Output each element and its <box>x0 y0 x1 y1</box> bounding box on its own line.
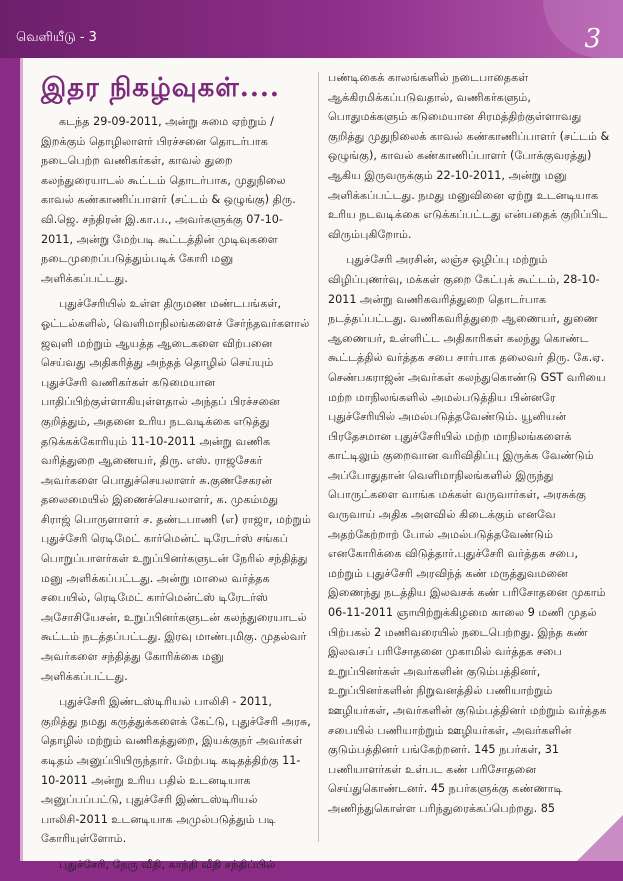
page-body <box>20 58 623 871</box>
page-header <box>0 0 623 58</box>
left-column <box>41 68 311 881</box>
right-column <box>328 68 613 825</box>
page-fold <box>577 815 623 861</box>
paragraph: புதுச்சேரி, நேரு வீதி, காந்தி வீதி சந்திப்பில் <box>59 857 276 871</box>
paragraph: கடந்த 29-09-2011, அன்று சுமை ஏற்றும் / இறக்கும் தொழிலாளர் பிரச்சனை தொடர்பாக நடைபெற்ற வணிகர்கள், காவல் துறை கலந்துரையாடல் கூட்டம் தொடர்பாக, முதுநிலை காவல் கண்காணிப்பாளர் (சட்டம் & ஒழுங்கு) திரு. வி.ஜெ. சந்திரன் இ.கா.ப., அவர்களுக்கு 07-10-2011, அன்று மேற்படி கூட்டத்தின் முடிவுகளை நடைமுறைப்படுத்தும்படிக் கோரி மனு அளிக்கப்பட்டது. <box>41 115 296 285</box>
paragraph: புதுச்சேரி அரசின், லஞ்ச ஒழிப்பு மற்றும் விழிப்புணர்வு, மக்கள் குறை கேட்புக் கூட்டம், 28-10-2011 அன்று வணிகவரித்துறை தொடர்பாக நடத்தப்பட்டது. வணிகவரித்துறை ஆணையர், துணை ஆணையர், உள்ளிட்ட அதிகாரிகள் கலந்து கொண்ட கூட்டத்தில் வர்த்தக சபை சார்பாக தலைவர் திரு. கே.ஏ. செண்பகராஜன் அவர்கள் கலந்துகொண்டு GST வரியை மற்ற மாநிலங்களில் அமல்படுத்திய பின்னரே புதுச்சேரியில் அமல்படுத்தவேண்டும். யூனியன் பிரதேசமான புதுச்சேரியில் மற்ற மாநிலங்களைக் காட்டிலும் குறைவான வரிவிதிப்பு இருக்க வேண்டும் அப்போதுதான் வெளிமாநிலங்களில் இருந்து பொருட்களை வாங்க மக்கள் வருவார்கள், அரசுக்கு வருவாய் அதிக அளவில் கிடைக்கும் எனவே அதற்கேற்றாற் போல் அமல்படுத்தவேண்டும் எனகோரிக்கை விடுத்தார்.புதுச்சேரி வர்த்தக சபை, மற்றும் புதுச்சேரி அரவிந்த் கண் மருத்துவமனை இணைந்து நடத்திய இலவசக் கண் பரிசோதனை முகாம் 06-11-2011 ஞாயிற்றுக்கிழமை காலை 9 மணி முதல் பிற்பகல் 2 மணிவரையில் நடைபெற்றது. இந்த கண் இலவசப் பரிசோதனை முகாமில் வர்த்தக சபை உறுப்பினர்கள் அவர்களின் குடும்பத்தினர், உறுப்பினர்களின் நிறுவனத்தில் பணியாற்றும் ஊழியர்கள், அவர்களின் குடும்பத்தினர் மற்றும் வர்த்தக சபையில் பணியாற்றும் ஊழியர்கள், அவர்களின் குடும்பத்தினர் பங்கேற்றனர். 145 நபர்கள், 31 பணியாளர்கள் உள்பட கண் பரிசோதனை செய்துகொண்டனர். 45 நபர்களுக்கு கண்ணாடி அணிந்துகொள்ள பரிந்துரைக்கப்பெற்றது. 85 <box>328 253 607 815</box>
page-number: 3 <box>584 24 601 54</box>
paragraph: பண்டிகைக் காலங்களில் நடைபாதைகள் ஆக்கிரமிக்கப்படுவதால், வணிகர்களும், பொதுமக்களும் கடுமையான சிரமத்திற்குள்ளாவது குறித்து முதுநிலைக் காவல் கண்காணிப்பாளர் (சட்டம் & ஒழுங்கு), காவல் கண்காணிப்பாளர் (போக்குவரத்து) ஆகிய இருவருக்கும் 22-10-2011, அன்று மனு அளிக்கப்பட்டது. நமது மனுவினை ஏற்று உடனடியாக உரிய நடவடிக்கை எடுக்கப்பட்டது என்பதைக் குறிப்பிட விரும்புகிறோம். <box>328 71 610 241</box>
article-title: இதர நிகழ்வுகள்.... <box>41 73 280 103</box>
paragraph: புதுச்சேரியில் உள்ள திருமண மண்டபங்கள், ஓட்டல்களில், வெளிமாநிலங்களைச் சேர்ந்தவர்களால் ஜவுளி மற்றும் ஆயத்த ஆடைகளை விற்பனை செய்வது அதிகரித்து அந்தத் தொழில் செய்யும் புதுச்சேரி வணிகர்கள் கடுமையான பாதிப்பிற்குள்ளாகியுள்ளதால் அந்தப் பிரச்சனை குறித்தும், அதனை உரிய நடவடிக்கை எடுத்து தடுக்கக்கோரியும் 11-10-2011 அன்று வணிக வரித்துறை ஆணையர், திரு. எஸ். ராஜசேகர் அவர்களை பொதுச்செயலாளர் சு.குணசேகரன் தலைமையில் இணைச்செயலாளர், க. முகம்மது சிராஜ் பொருளாளர் ச. தண்டபாணி (எ) ராஜா, மற்றும் புதுச்சேரி ரெடிமேட் கார்மென்ட் டிரேடர்ஸ் சங்கப் பொறுப்பாளர்கள் உறுப்பினர்களுடன் நேரில் சந்தித்து மனு அளிக்கப்பட்டது. அன்று மாலை வர்த்தக சபையில், ரெடிமேட் கார்மென்ட்ஸ் டிரேடர்ஸ் அசோசியேசன், உறுப்பினர்களுடன் கலந்துரையாடல் கூட்டம் நடத்தப்பட்டது. இரவு மாண்புமிகு. முதல்வர் அவர்களை சந்தித்து கோரிக்கை மனு அளிக்கப்பட்டது. <box>41 297 311 683</box>
seal-emblem <box>543 0 623 58</box>
paragraph: புதுச்சேரி இண்டஸ்டிரியல் பாலிசி - 2011, குறித்து நமது கருத்துக்களைக் கேட்டு, புதுச்சேரி அரசு, தொழில் மற்றும் வணிகத்துறை, இயக்குநர் அவர்கள் கடிதம் அனுப்பியிருந்தார். மேற்படி கடிதத்திற்கு 11-10-2011 அன்று உரிய பதில் உடனடியாக அனுப்பப்பட்டு, புதுச்சேரி இண்டஸ்டிரியல் பாலிசி-2011 உடனடியாக அமுல்படுத்தும் படி கோரியுள்ளோம். <box>41 695 311 846</box>
issue-label: வெளியீடு - 3 <box>16 30 97 45</box>
column-divider <box>318 72 319 842</box>
